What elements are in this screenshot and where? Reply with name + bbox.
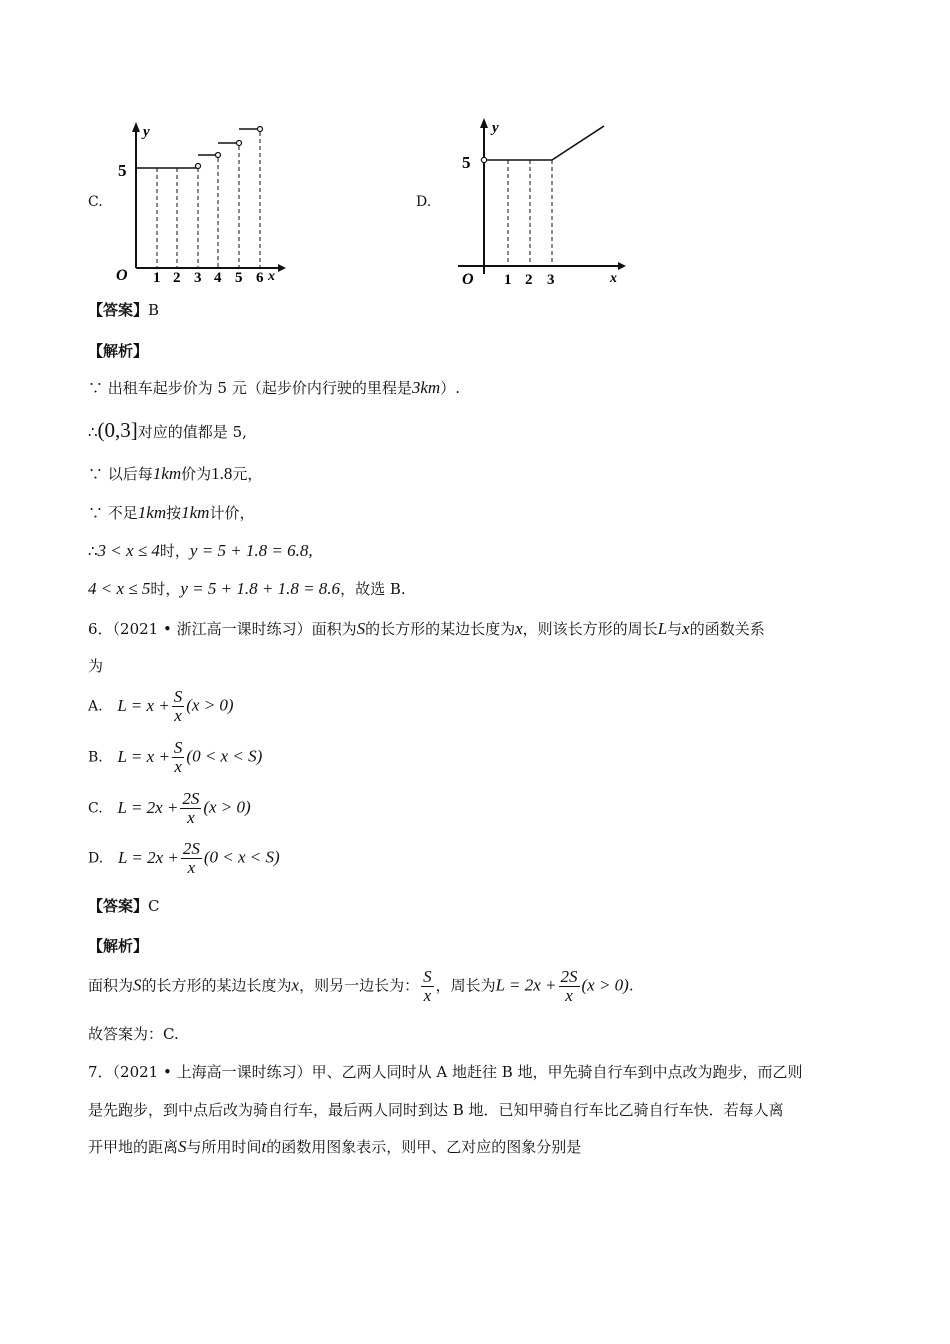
q6-option-d: D. L = 2x + $\frac{2S}{x}$ (0 < x < S)	[88, 839, 280, 877]
q5-answer: 【答案】B	[88, 301, 160, 319]
q6-conclusion: 故答案为：C.	[88, 1025, 179, 1043]
q6-analysis-heading: 【解析】	[88, 937, 149, 955]
q6-analysis-line-1: 面积为S的长方形的某边长度为x，则另一边长为： $\frac{S}{x}$ ，周长为L = 2x + $\frac{2S}{x}$ (x > 0).	[88, 967, 634, 1005]
y-tick-5: 5	[118, 161, 127, 180]
x-tick-4: 4	[214, 270, 222, 286]
x-axis-label: x	[610, 271, 617, 286]
origin-label: O	[462, 271, 474, 288]
y-tick-5: 5	[462, 153, 471, 172]
x-tick-6: 6	[256, 270, 264, 286]
y-axis-label: y	[143, 124, 150, 140]
q6-option-a: A. L = x + $\frac{S}{x}$ (x > 0)	[88, 687, 234, 725]
x-axis-label: x	[268, 269, 275, 284]
q5-analysis-line-2: ∴(0,3]对应的值都是 5,	[88, 418, 247, 442]
x-tick-2: 2	[525, 272, 533, 288]
step-graph-c	[108, 118, 288, 290]
y-axis-label: y	[492, 120, 499, 136]
q6-option-b: B. L = x + $\frac{S}{x}$ (0 < x < S)	[88, 738, 263, 776]
origin-label: O	[116, 267, 128, 284]
x-tick-5: 5	[235, 270, 243, 286]
option-c-label: C.	[88, 194, 103, 210]
x-tick-3: 3	[194, 270, 202, 286]
x-tick-3: 3	[547, 272, 555, 288]
q6-option-c: C. L = 2x + $\frac{2S}{x}$ (x > 0)	[88, 789, 251, 827]
q5-analysis-line-6: 4 < x ≤ 5时，y = 5 + 1.8 + 1.8 = 8.6，故选 B.	[88, 579, 406, 598]
q5-analysis-line-4: ∵ 不足1km按1km计价，	[88, 503, 255, 522]
x-tick-2: 2	[173, 270, 181, 286]
q5-analysis-heading: 【解析】	[88, 342, 149, 360]
q6-stem-line-1: 6．（2021 • 浙江高一课时练习）面积为S的长方形的某边长度为x，则该长方形的周长L与x的函数关系	[88, 619, 765, 638]
q7-stem-line-2: 是先跑步，到中点后改为骑自行车，最后两人同时到达 B 地．已知甲骑自行车比乙骑自行车快．若每人离	[88, 1101, 784, 1119]
q5-analysis-line-5: ∴3 < x ≤ 4时，y = 5 + 1.8 = 6.8,	[88, 541, 313, 560]
piecewise-graph-d	[452, 114, 632, 290]
q7-stem-line-1: 7．（2021 • 上海高一课时练习）甲、乙两人同时从 A 地赶往 B 地，甲先骑自行车到中点改为跑步，而乙则	[88, 1063, 803, 1081]
q5-analysis-line-3: ∵ 以后每1km价为1.8元，	[88, 464, 263, 483]
q5-analysis-line-1: ∵ 出租车起步价为 5 元（起步价内行驶的里程是3km）.	[88, 378, 460, 397]
x-tick-1: 1	[504, 272, 512, 288]
x-tick-1: 1	[153, 270, 161, 286]
option-d-label: D.	[416, 194, 432, 210]
q6-answer: 【答案】C	[88, 897, 160, 915]
q7-stem-line-3: 开甲地的距离S与所用时间t的函数用图象表示，则甲、乙对应的图象分别是	[88, 1137, 582, 1156]
q6-stem-line-2: 为	[88, 657, 104, 675]
